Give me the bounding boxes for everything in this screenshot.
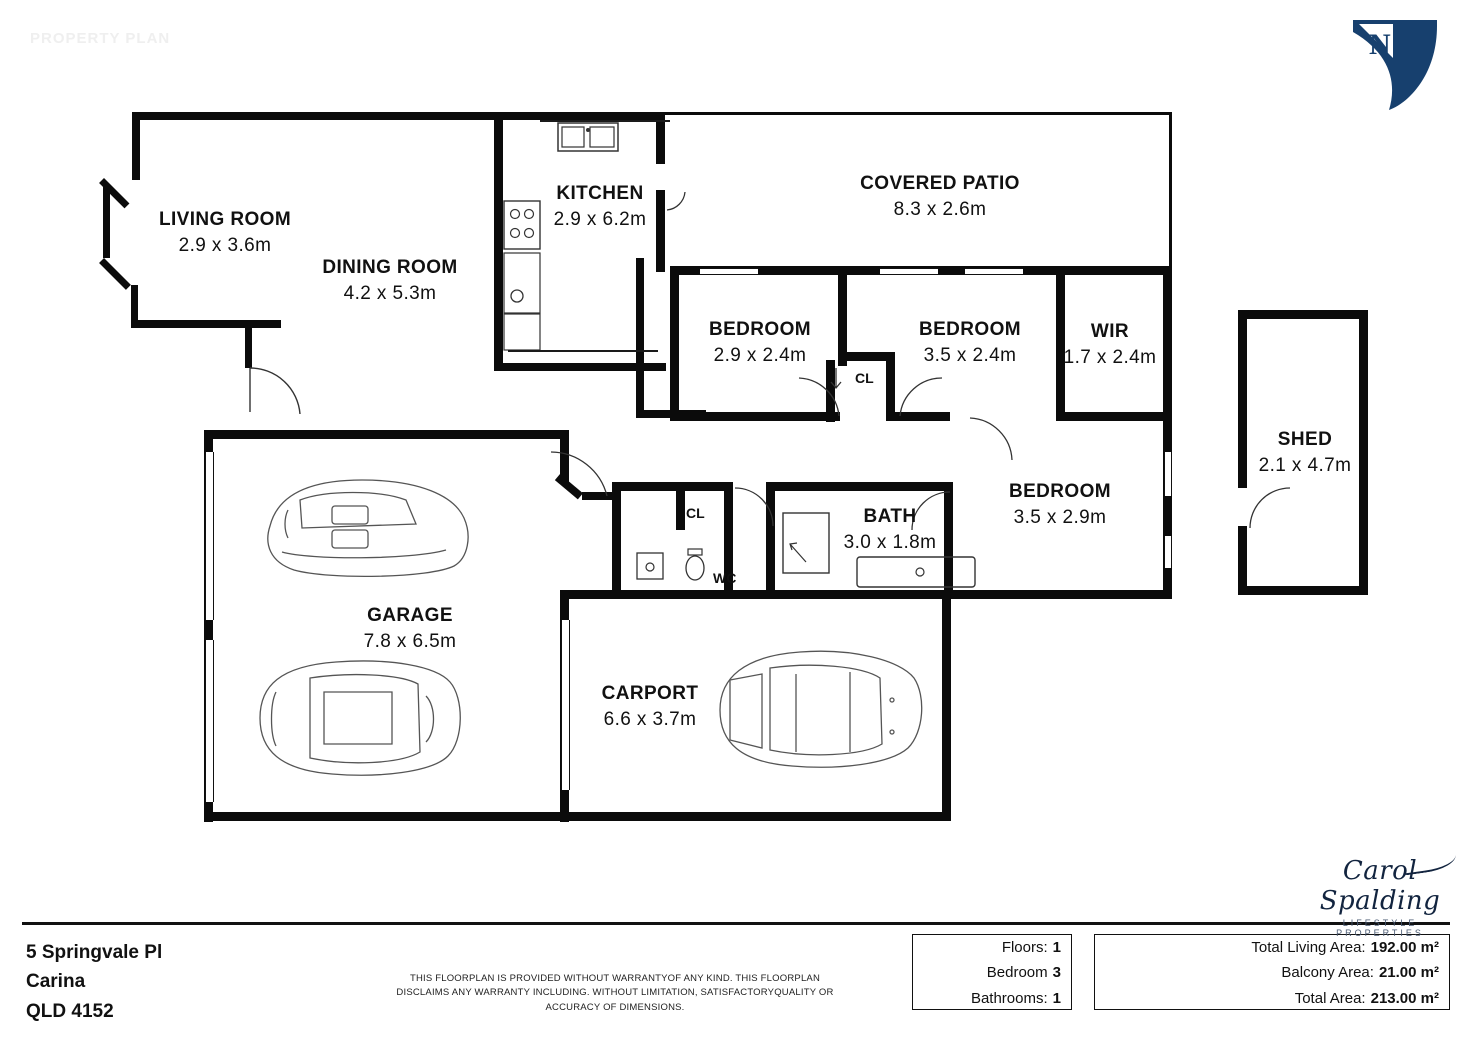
- stat-value: 1: [1052, 939, 1061, 957]
- stat-row: [913, 960, 1071, 985]
- stat-row: [913, 935, 1071, 960]
- room-dim: 2.9 x 6.2m: [553, 208, 647, 230]
- stat-key: Bedroom: [986, 964, 1048, 982]
- property-stats-box: [912, 934, 1072, 1010]
- address-line-1: 5 Springvale Pl: [26, 942, 163, 963]
- garage-door: [205, 452, 214, 620]
- room-label-wir: [1020, 320, 1200, 370]
- window: [700, 268, 758, 275]
- wall-segment: [494, 112, 664, 120]
- toilet-icon: [682, 548, 708, 582]
- room-dim: 2.9 x 3.6m: [178, 234, 272, 256]
- stat-key: Total Living Area:: [1251, 939, 1366, 957]
- wall-segment: [132, 112, 502, 120]
- property-address: [26, 938, 162, 1026]
- door-swing: [733, 486, 775, 528]
- room-dim: 7.8 x 6.5m: [363, 630, 457, 652]
- disclaimer-text: THIS FLOORPLAN IS PROVIDED WITHOUT WARRANTYOF ANY KIND. THIS FLOORPLAN DISCLAIMS ANY WARRANTY INCLUDING. WITHOUT LIMITATION, SATISFACTORYQUALITY OR ACCURACY OF DIMENSIONS.: [396, 973, 834, 1013]
- room-label-dining: [260, 256, 520, 306]
- car-icon: [240, 648, 470, 788]
- stat-value: 192.00 m²: [1370, 939, 1439, 957]
- room-dim: 6.6 x 3.7m: [603, 708, 697, 730]
- door-swing: [543, 448, 611, 500]
- room-name: CARPORT: [601, 683, 699, 704]
- agency-logo: [1300, 856, 1460, 938]
- area-stats-box: [1094, 934, 1450, 1010]
- wall-segment: [1238, 526, 1247, 594]
- wall-segment: [1238, 586, 1368, 595]
- room-name: WIR: [1090, 321, 1130, 342]
- room-label-shed: [1195, 428, 1415, 478]
- room-name: LIVING ROOM: [158, 209, 292, 230]
- window: [965, 268, 1023, 275]
- wall-segment: [245, 328, 252, 368]
- label-cl-2: CL: [686, 505, 705, 521]
- window: [880, 268, 938, 275]
- door-swing: [968, 416, 1016, 464]
- room-name: GARAGE: [367, 605, 453, 626]
- room-label-garage: [290, 604, 530, 654]
- wall-segment: [676, 482, 685, 530]
- footer-divider: [22, 922, 1450, 925]
- wall-segment: [1056, 412, 1172, 421]
- door-swing: [828, 366, 844, 390]
- north-compass: [1345, 14, 1445, 114]
- wall-segment: [942, 590, 951, 821]
- address-line-3: QLD 4152: [26, 1000, 114, 1022]
- wall-segment: [1169, 112, 1172, 270]
- door-swing: [898, 372, 944, 418]
- bathtub-icon: [856, 556, 976, 588]
- room-dim: 4.2 x 5.3m: [343, 282, 437, 304]
- stat-key: Total Area:: [1294, 989, 1366, 1007]
- room-label-living: [95, 208, 355, 258]
- room-name: KITCHEN: [556, 183, 644, 204]
- label-cl-1: CL: [855, 370, 874, 386]
- stat-key: Balcony Area:: [1281, 964, 1374, 982]
- watermark-text: PROPERTY PLAN: [30, 30, 171, 47]
- wall-segment: [560, 812, 950, 821]
- room-name: BEDROOM: [918, 319, 1022, 340]
- room-dim: 3.5 x 2.9m: [1013, 506, 1107, 528]
- wall-segment: [131, 285, 138, 325]
- wall-segment: [204, 430, 568, 439]
- svg-text:N: N: [1369, 28, 1391, 61]
- car-icon: [240, 466, 475, 591]
- stat-row: [1095, 935, 1449, 960]
- address-line-2: Carina: [26, 971, 86, 993]
- door-swing: [248, 366, 308, 418]
- room-name: SHED: [1277, 429, 1333, 450]
- sink-icon: [557, 122, 619, 152]
- room-label-carport: [530, 682, 770, 732]
- stat-value: 213.00 m²: [1370, 989, 1439, 1007]
- room-name: COVERED PATIO: [860, 173, 1020, 194]
- wall-segment: [131, 320, 281, 328]
- logo-name: Carol Spalding: [1319, 856, 1441, 916]
- label-wc: WC: [713, 570, 737, 586]
- room-dim: 3.0 x 1.8m: [843, 531, 937, 553]
- garage-door: [205, 640, 214, 802]
- room-name: DINING ROOM: [322, 257, 458, 278]
- wall-segment: [612, 482, 732, 491]
- room-dim: 2.1 x 4.7m: [1258, 454, 1352, 476]
- room-label-patio: [790, 172, 1090, 222]
- room-label-bath: [790, 505, 990, 555]
- room-dim: 3.5 x 2.4m: [923, 344, 1017, 366]
- room-label-kitchen: [470, 182, 730, 232]
- room-dim: 2.9 x 2.4m: [713, 344, 807, 366]
- room-name: BATH: [863, 506, 917, 527]
- stat-row: [1095, 986, 1449, 1011]
- wall-segment: [566, 590, 1172, 599]
- stat-row: [913, 986, 1071, 1011]
- room-dim: 1.7 x 2.4m: [1063, 346, 1157, 368]
- wall-segment: [99, 258, 131, 290]
- door-swing: [1248, 486, 1294, 530]
- wall-segment: [132, 112, 140, 180]
- stat-value: 3: [1052, 964, 1061, 982]
- stat-value: 21.00 m²: [1378, 964, 1439, 982]
- wall-segment: [494, 112, 503, 370]
- wall-segment: [204, 812, 568, 821]
- room-label-bedroom-1: [640, 318, 880, 368]
- wall-segment: [664, 112, 1172, 115]
- stat-value: 1: [1052, 989, 1061, 1007]
- basin-icon: [636, 552, 664, 580]
- logo-subtitle: LIFESTYLE PROPERTIES: [1336, 918, 1424, 938]
- window: [1164, 536, 1172, 568]
- room-name: BEDROOM: [708, 319, 812, 340]
- stat-row: [1095, 960, 1449, 985]
- wall-segment: [1238, 310, 1368, 319]
- room-name: BEDROOM: [1008, 481, 1112, 502]
- stat-key: Bathrooms:: [970, 989, 1048, 1007]
- stat-key: Floors:: [1001, 939, 1048, 957]
- room-dim: 8.3 x 2.6m: [893, 198, 987, 220]
